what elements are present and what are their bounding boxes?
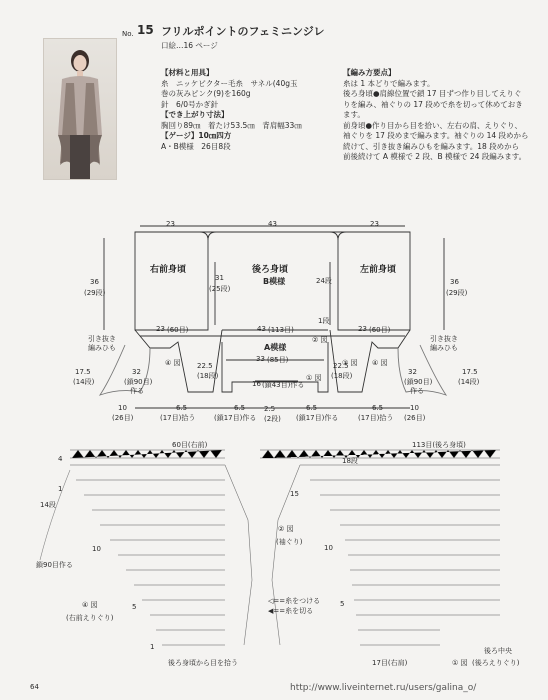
- chart-row-5-right: 5: [340, 600, 345, 608]
- chart-113-sts: 113目(後ろ身頃): [412, 441, 466, 449]
- dim-side-right: 22.5: [333, 362, 349, 370]
- dim-bottom-10-right: 10: [410, 404, 419, 412]
- dim-chain-right-sts: (鎖90目): [404, 378, 433, 386]
- legend-attach-yarn: [268, 596, 320, 606]
- chart-14-rows: 14段: [40, 501, 56, 509]
- dim-bottom-65-d-sts: (鎖17目)作る: [296, 414, 339, 422]
- dim-bottom-10-left-sts: (26目): [112, 414, 134, 422]
- dim-cord-left-rows: (14段): [73, 378, 95, 386]
- dim-bottom-65-e-sts: (17目)拾う: [358, 414, 394, 422]
- dim-back-width: 33: [256, 355, 265, 363]
- dim-armhole-rows: (25段): [209, 285, 231, 293]
- dim-neck-chain-sts: (鎖43目)作る: [262, 381, 305, 389]
- chart-17-sts: 17目(右肩): [372, 659, 408, 667]
- left-front-label: 左前身頃: [360, 265, 397, 275]
- chart-60-sts: 60目(右前): [172, 441, 208, 449]
- cord-label-left-2: 編みひも: [88, 344, 116, 352]
- legend-cut-text: =糸を切る: [279, 607, 314, 615]
- chart-figure-1: ① 図: [452, 659, 468, 667]
- dim-neck-chain: 16: [252, 380, 261, 388]
- dim-24-rows: 24段: [316, 277, 332, 285]
- dim-chain-left: 32: [132, 368, 141, 376]
- chart-row-4: 4: [58, 455, 63, 463]
- dim-bottom-65-c: 6.5: [234, 404, 246, 412]
- dim-bottom-10-right-sts: (26目): [404, 414, 426, 422]
- gauge-value: A・B模様 26目8段: [161, 141, 231, 151]
- dim-side-right-rows: (18段): [331, 372, 353, 380]
- pattern-number-prefix: No.: [122, 30, 134, 38]
- pattern-title: フリルポイントのフェミニンジレ: [161, 25, 325, 38]
- chart-figure-1-caption: (後ろえりぐり): [472, 659, 520, 667]
- dim-chain-left-make: 作る: [130, 387, 144, 395]
- dim-height-right: 36: [450, 278, 459, 286]
- chart-figure-2: ② 図: [278, 525, 294, 533]
- chart-row-15: 15: [290, 490, 299, 498]
- chart-row-10-right: 10: [324, 544, 333, 552]
- cut-yarn-icon: ◀=: [268, 607, 280, 615]
- dim-height-right-rows: (29段): [446, 289, 468, 297]
- dim-mid-left: 23: [358, 325, 367, 333]
- size-heading: 【でき上がり寸法】: [161, 110, 229, 119]
- pattern-number: 15: [137, 23, 154, 37]
- chart-row-10-left: 10: [92, 545, 101, 553]
- ref-figure-1: ① 図: [306, 374, 322, 382]
- dim-top-back-width: 43: [268, 220, 277, 228]
- dim-chain-right-make: 作る: [410, 387, 424, 395]
- instruction-line: 糸は 1 本どりで編みます。: [343, 78, 435, 88]
- right-front-label: 右前身頃: [150, 265, 187, 275]
- dim-mid-right: 23: [156, 325, 165, 333]
- dim-back-width-sts: (85目): [267, 356, 289, 364]
- dim-bottom-65-left: 6.5: [176, 404, 188, 412]
- instruction-line: 前身頃●作り目から目を拾い、左右の肩、えりぐり、: [343, 120, 523, 130]
- dim-height-left-rows: (29段): [84, 289, 106, 297]
- dim-mid-left-sts: (60目): [369, 326, 391, 334]
- cord-label-right: 引き抜き: [430, 335, 458, 343]
- dim-row-1: 1段: [318, 317, 330, 325]
- ref-figure-3: ③ 図: [342, 359, 358, 367]
- dim-side-left-rows: (18段): [197, 372, 219, 380]
- instruction-line: 後ろ身頃●肩線位置で鎖 17 目ずつ作り目してえりぐ: [343, 89, 522, 98]
- dim-top-left-width: 23: [370, 220, 379, 228]
- dim-bottom-10-left: 10: [118, 404, 127, 412]
- pattern-subtitle: 口絵…16 ページ: [161, 41, 218, 50]
- materials-yarn-2: 巻の灰みピンク(9)を160g: [161, 89, 251, 98]
- pattern-a-label: A模様: [264, 343, 287, 352]
- legend-attach-text: =糸をつける: [279, 597, 321, 605]
- dim-chain-right: 32: [408, 368, 417, 376]
- dim-side-left: 22.5: [197, 362, 213, 370]
- dim-armhole: 31: [215, 274, 224, 282]
- dim-bottom-65-left-sts: (17目)拾う: [160, 414, 196, 422]
- dim-neck-depth: 2.5: [264, 405, 276, 413]
- finished-size: 胸回り89㎝ 着たけ53.5㎝ 背肩幅33㎝: [161, 120, 302, 130]
- chart-row-5-left: 5: [132, 603, 137, 611]
- chart-18-rows: 18段: [342, 457, 358, 465]
- chart-pick-up-note: 後ろ身頃から目を拾う: [168, 659, 238, 667]
- dim-mid-right-sts: (60目): [167, 326, 189, 334]
- dim-height-left: 36: [90, 278, 99, 286]
- attach-yarn-icon: ◁=: [268, 597, 280, 605]
- chart-row-1-bottom: 1: [150, 643, 155, 651]
- instructions-heading: 【編み方要点】: [343, 68, 396, 77]
- cord-label-right-2: 編みひも: [430, 344, 458, 352]
- dim-bottom-65-e: 6.5: [372, 404, 384, 412]
- cord-label-left: 引き抜き: [88, 335, 116, 343]
- chart-chain-90: 鎖90目作る: [36, 561, 73, 569]
- instruction-line: 前後続けて A 模様で 2 段、B 模様で 24 段編みます。: [343, 152, 527, 161]
- ref-figure-2: ② 図: [312, 336, 328, 344]
- dim-cord-right: 17.5: [462, 368, 478, 376]
- instruction-line: りを編み、袖ぐりの 17 段めで糸を切って休めておき: [343, 99, 523, 109]
- dim-bottom-65-d: 6.5: [306, 404, 318, 412]
- chart-row-1-top: 1: [58, 485, 63, 493]
- dim-mid-back-sts: (113目): [268, 326, 294, 334]
- dim-cord-left: 17.5: [75, 368, 91, 376]
- ref-figure-4-right: ④ 図: [372, 359, 388, 367]
- chart-figure-4-caption: (右前えりぐり): [66, 614, 114, 622]
- instruction-line: 続けて、引き抜き編みひもを編みます。18 段めから: [343, 141, 520, 151]
- pattern-b-label: B模様: [263, 277, 286, 286]
- dim-neck-depth-rows: (2段): [264, 415, 281, 423]
- dim-chain-left-sts: (鎖90目): [124, 378, 153, 386]
- materials-yarn: 糸 ニッケビクター毛糸 サネル(40g玉: [161, 78, 298, 88]
- materials-hook: 針 6/0号かぎ針: [161, 99, 219, 109]
- dim-cord-right-rows: (14段): [458, 378, 480, 386]
- gauge-heading: 【ゲージ】10㎝四方: [161, 131, 232, 140]
- ref-figure-4-left: ④ 図: [165, 359, 181, 367]
- source-url[interactable]: http://www.liveinternet.ru/users/galina_o/: [290, 683, 477, 693]
- chart-figure-4: ④ 図: [82, 601, 98, 609]
- chart-figure-2-caption: (袖ぐり): [276, 538, 303, 546]
- dim-top-right-width: 23: [166, 220, 175, 228]
- instruction-line: ます。: [343, 110, 365, 119]
- page-number: 64: [30, 683, 39, 691]
- instruction-line: 袖ぐりを 17 段めまで編みます。袖ぐりの 14 段めから: [343, 131, 529, 140]
- dim-mid-back: 43: [257, 325, 266, 333]
- chart-back-center: 後ろ中央: [484, 647, 512, 655]
- dim-bottom-65-c-sts: (鎖17目)作る: [214, 414, 257, 422]
- back-label: 後ろ身頃: [252, 265, 289, 275]
- legend-cut-yarn: [268, 606, 313, 616]
- materials-heading: 【材料と用具】: [161, 68, 214, 77]
